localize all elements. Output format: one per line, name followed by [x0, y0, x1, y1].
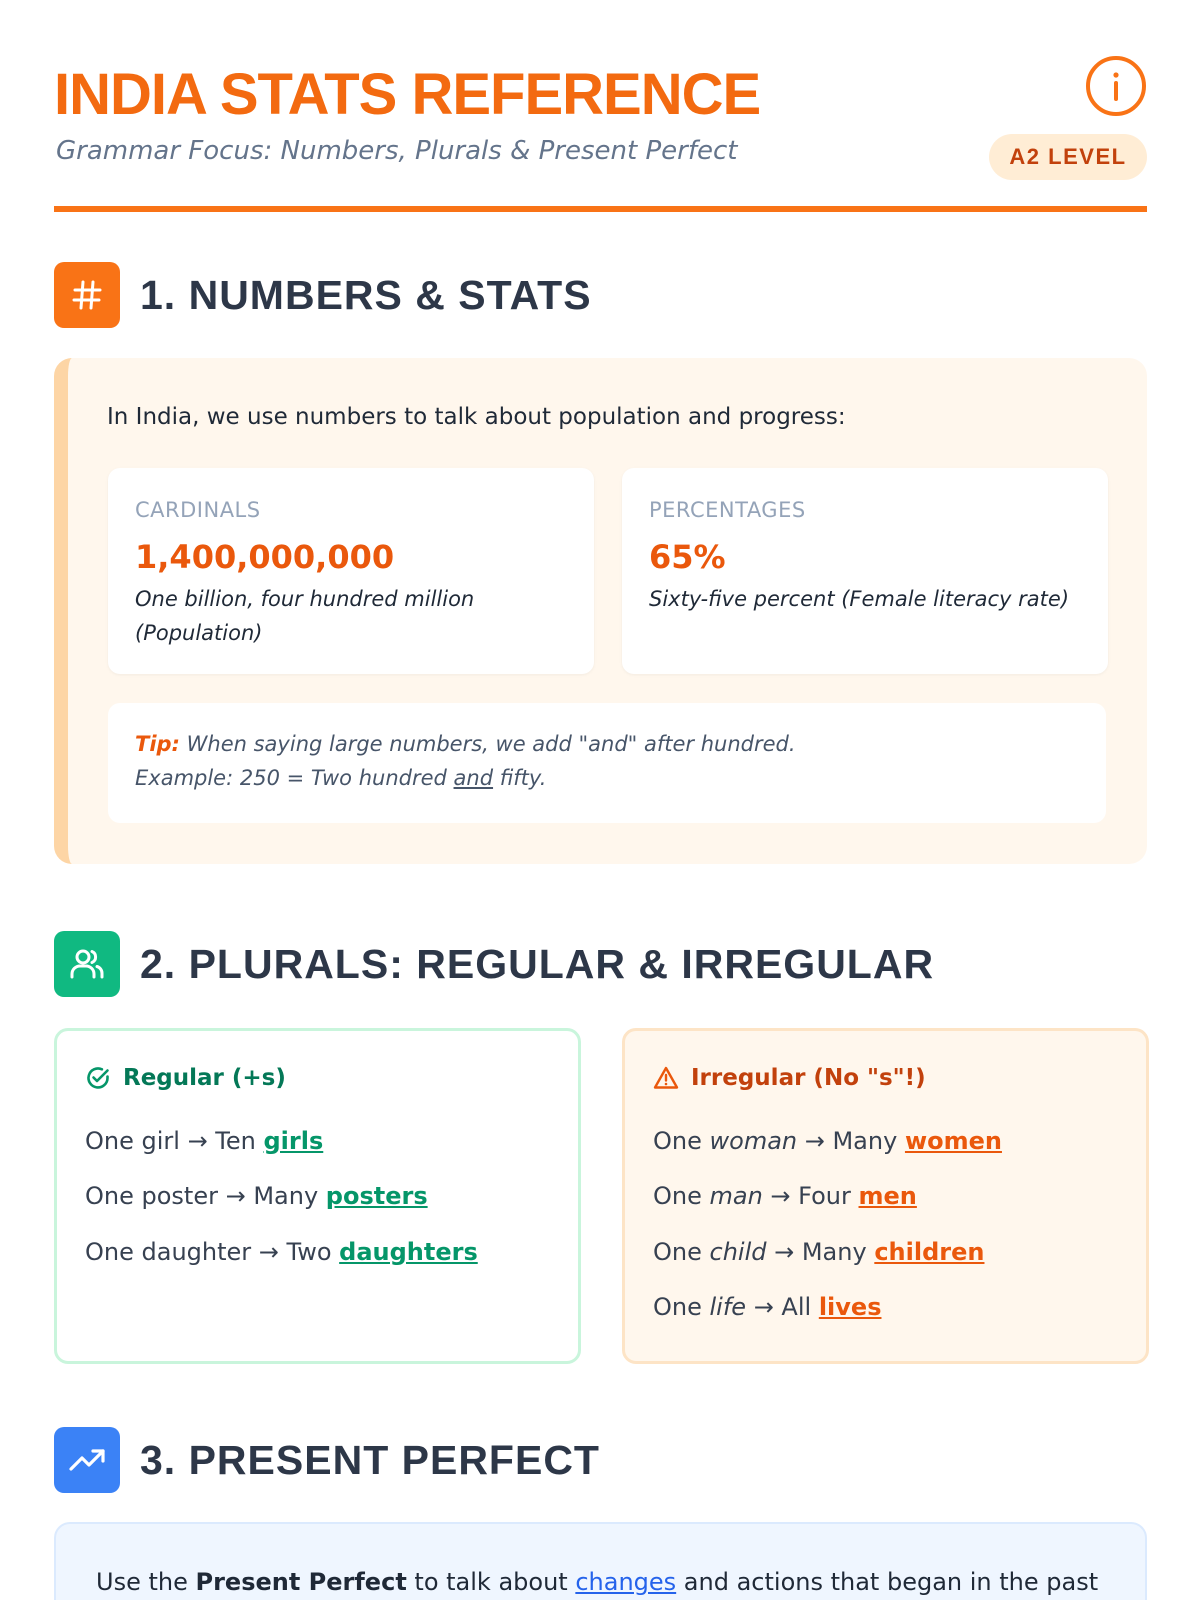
list-item — [653, 1127, 1002, 1155]
bold-term: Present Perfect — [195, 1568, 407, 1596]
item-text: One girl → Ten — [85, 1127, 264, 1155]
section-present-perfect-heading — [54, 1427, 600, 1493]
singular-word: child — [709, 1238, 767, 1266]
item-text: → Many — [797, 1127, 905, 1155]
section-numbers-heading — [54, 262, 592, 328]
list-item — [85, 1238, 478, 1266]
regular-plurals-card — [54, 1028, 581, 1364]
item-text: One — [653, 1182, 710, 1210]
stat-card-cardinals — [108, 468, 594, 674]
section-title: 3. PRESENT PERFECT — [140, 1436, 600, 1483]
list-item — [653, 1293, 881, 1321]
plural-word: daughters — [339, 1238, 478, 1266]
section-title: 1. NUMBERS & STATS — [140, 271, 592, 318]
plural-word: children — [874, 1238, 985, 1266]
section-title: 2. PLURALS: REGULAR & IRREGULAR — [140, 940, 935, 987]
page-subtitle: Grammar Focus: Numbers, Plurals & Present Perfect — [56, 136, 738, 166]
stat-label: PERCENTAGES — [649, 498, 806, 522]
singular-word: life — [709, 1293, 747, 1321]
check-circle-icon — [85, 1065, 111, 1091]
plural-word: women — [904, 1127, 1002, 1155]
warning-icon — [653, 1065, 679, 1091]
regular-plurals-title: Regular (+s) — [123, 1065, 286, 1091]
section-plurals-heading — [54, 931, 934, 997]
item-text: One poster → Many — [85, 1182, 326, 1210]
plural-word: men — [858, 1182, 917, 1210]
present-perfect-text — [96, 1568, 1098, 1596]
stat-description: One billion, four hundred million (Population) — [135, 587, 475, 645]
present-perfect-panel — [54, 1522, 1147, 1600]
tip-label: Tip: — [135, 732, 180, 756]
users-icon — [54, 931, 120, 997]
list-item — [85, 1127, 323, 1155]
hash-icon — [54, 262, 120, 328]
header — [54, 0, 1147, 212]
irregular-plurals-heading — [653, 1065, 926, 1091]
item-text: One — [653, 1127, 710, 1155]
item-text: One — [653, 1293, 710, 1321]
page-title: INDIA STATS REFERENCE — [54, 62, 761, 127]
tip-card — [108, 703, 1106, 823]
list-item — [653, 1238, 984, 1266]
tip-line-2-emphasis: and — [453, 766, 494, 790]
stat-description: Sixty-five percent (Female literacy rate) — [649, 587, 1070, 611]
item-text: → Many — [766, 1238, 875, 1266]
list-item — [653, 1182, 917, 1210]
singular-word: woman — [709, 1127, 798, 1155]
numbers-panel — [54, 358, 1147, 864]
plural-word: girls — [263, 1127, 324, 1155]
irregular-plurals-title: Irregular (No "s"!) — [691, 1065, 926, 1091]
tip-line-1: When saying large numbers, we add "and" after hundred. — [186, 732, 796, 756]
item-text: → All — [746, 1293, 819, 1321]
stat-label: CARDINALS — [135, 498, 261, 522]
trending-up-icon — [54, 1427, 120, 1493]
tip-text — [135, 727, 796, 795]
irregular-plurals-card — [622, 1028, 1149, 1364]
level-badge: A2 LEVEL — [989, 134, 1147, 180]
changes-link[interactable]: changes — [575, 1568, 677, 1596]
list-item — [85, 1182, 428, 1210]
text-segment: to talk about — [406, 1568, 576, 1596]
text-segment: and actions that began in the past — [676, 1568, 1099, 1596]
item-text: One daughter → Two — [85, 1238, 340, 1266]
text-segment: Use the — [96, 1568, 196, 1596]
page — [54, 0, 1147, 1596]
tip-line-2-pre: Example: 250 = Two hundred — [135, 766, 454, 790]
stat-value: 65% — [649, 538, 726, 576]
stat-card-percentages — [622, 468, 1108, 674]
singular-word: man — [709, 1182, 763, 1210]
numbers-intro: In India, we use numbers to talk about population and progress: — [107, 404, 846, 430]
item-text: One — [653, 1238, 710, 1266]
info-icon[interactable] — [1085, 55, 1147, 117]
plural-word: lives — [818, 1293, 882, 1321]
tip-line-2-post: fifty. — [493, 766, 547, 790]
plural-word: posters — [325, 1182, 428, 1210]
stat-value: 1,400,000,000 — [135, 538, 395, 576]
item-text: → Four — [762, 1182, 859, 1210]
regular-plurals-heading — [85, 1065, 286, 1091]
